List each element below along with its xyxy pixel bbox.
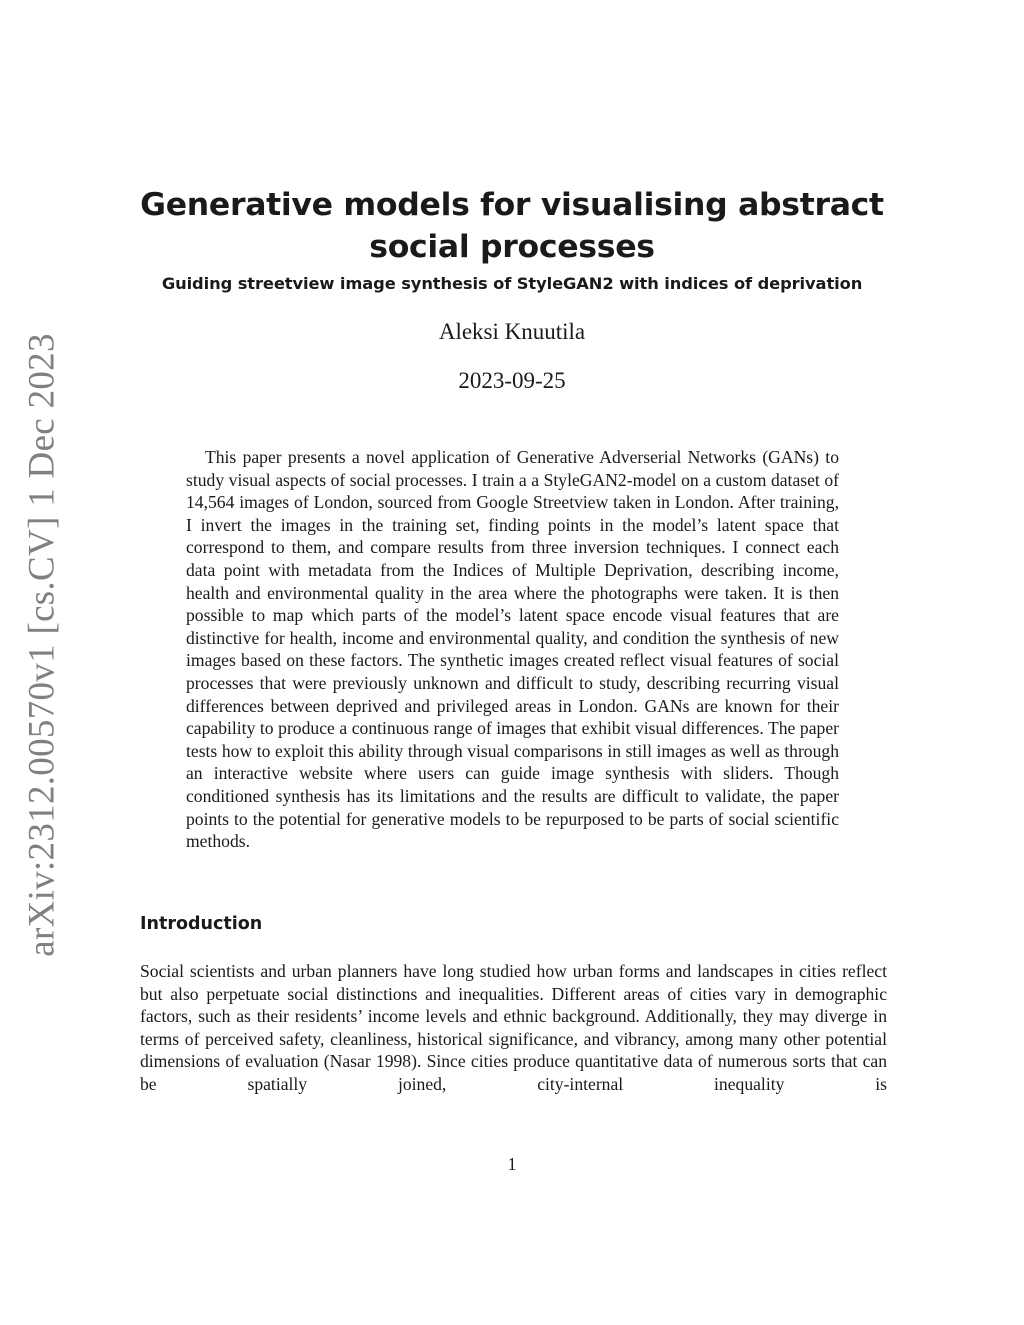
paper-title: Generative models for visualising abstract social processes bbox=[140, 187, 884, 265]
abstract-text: This paper presents a novel application of Generative Adverserial Networks (GANs) to study visual aspects of social processes. I train a a StyleGAN2-model on a custom dataset of 14,564 images of London, sourced from Google Streetview taken in London. After training, I invert the images in the training set, finding points in the model’s latent space that correspond to them, and compare results from three inversion techniques. I connect each data point with metadata from the Indices of Multiple Deprivation, describing income, health and environmental quality in the area where the photographs were taken. It is then possible to map which parts of the model’s latent space encode visual features that are distinctive for health, income and environmental quality, and condition the synthesis of new images based on these factors. The synthetic images created reflect visual features of social processes that were previously unknown and difficult to study, describing recurring visual differences between deprived and privileged areas in London. GANs are known for their capability to produce a continuous range of images that exhibit visual differences. The paper tests how to exploit this ability through visual comparisons in still images as well as through an interactive website where users can guide image synthesis with sliders. Though conditioned synthesis has its limitations and the results are difficult to validate, the paper points to the potential for generative models to be repurposed to be parts of social scientific methods. bbox=[186, 447, 839, 852]
section-heading-introduction: Introduction bbox=[140, 914, 263, 934]
introduction-paragraph: Social scientists and urban planners have long studied how urban forms and landscapes in cities reflect but also perpetuate social distinctions and inequalities. Different areas of cities vary in demographic factors, such as their residents’ income levels and ethnic background. Additionally, they may diverge in terms of perceived safety, cleanliness, historical significance, and vibrancy, among many other potential dimensions of evaluation (Nasar 1998). Since cities produce quantitative data of numerous sorts that can be spatially joined, city-internal inequality is bbox=[140, 961, 887, 1094]
paper-subtitle: Guiding streetview image synthesis of StyleGAN2 with indices of deprivation bbox=[161, 274, 863, 293]
arxiv-identifier-stamp: arXiv:2312.00570v1 [cs.CV] 1 Dec 2023 bbox=[21, 333, 63, 957]
page-number: 1 bbox=[507, 1154, 517, 1174]
publication-date: 2023-09-25 bbox=[458, 368, 566, 393]
author-name: Aleksi Knuutila bbox=[438, 319, 586, 344]
